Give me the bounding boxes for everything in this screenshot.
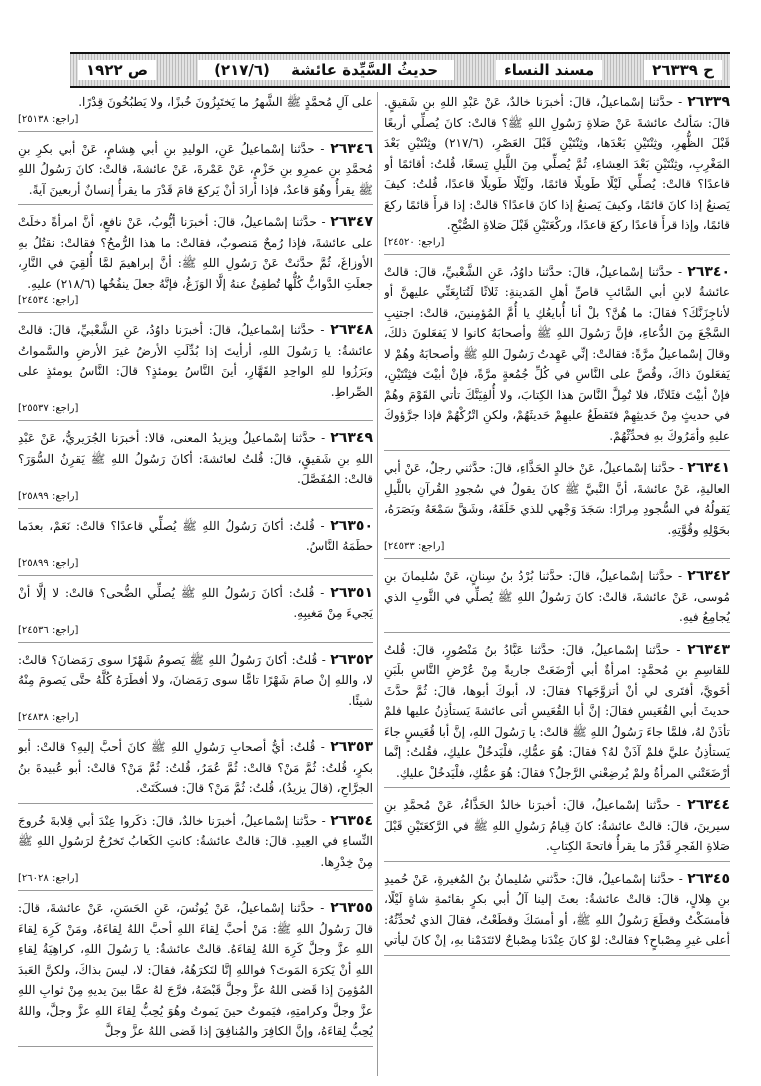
hadith-text: قُلتُ: أكانَ رَسُولُ اللهِ ﷺ يُصلِّي قاعدًا؟ قالتْ: نَعَمْ، بعدَما حطَمَهُ النَّاسُ. — [18, 518, 373, 553]
hadith-number: ٢٦٣٤٧ — [330, 214, 373, 230]
hadith-text: على آلِ مُحمَّدٍ ﷺ الشَّهرُ ما يَختَبِزُونَ خُبزًا، ولا يَطبُخُونَ قِدْرًا. — [78, 95, 373, 109]
left-text-column — [18, 92, 373, 1076]
hadith-text: حدَّثنا إسْماعيلُ، قالَ: حدَّثنا داوُدُ، عَنِ الشَّعْبيِّ، قالَ: قالتْ عائشةُ لابنِ أبي السَّائبِ قاصِّ أهلِ المَدينةِ: ثَلاثًا لَتُتابِعَنِّي عليهنَّ أو لأناجِزَنَّكَ؟ فقالَ: ما هُنَّ؟ بلْ أنا أُبايعُكِ يا أُمَّ المُؤمِنينَ، قالتْ: اجتنِبِ السَّجْعَ مِنَ الدُّعاءِ، فإنَّ رَسُولَ اللهِ ﷺ وأصحابَهُ كانوا لا يَفعَلونَ ذلكَ، وقالَ إسْماعيلُ مرَّةً: فقالتْ: إنِّي عَهِدتُ رَسُولَ اللهِ ﷺ وأصحابَهُ وهُمْ لا يَفعَلونَ ذاكَ، وقُصَّ على النَّاسِ في كُلِّ جُمُعةٍ مرَّةً، فإنْ أبيْتَ فثِنْتَيْنِ، فإنْ أبيْتَ فثَلاثًا، فلا تُمِلَّ النَّاسَ هذا الكِتابَ، ولا أُلفِيَنَّكَ تأتي القَوْمَ وهُمْ في حديثٍ مِنْ حَديثِهِمْ فتَقطَعُ عليهِمْ حَديثَهُمْ، ولكنِ اتْرُكْهُمْ فإذا جرَّؤوكَ عليهِ وأمَرُوكَ بهِ فحدِّثْهُمْ. — [384, 264, 730, 443]
hadith-number: ٢٦٣٥٢ — [330, 651, 373, 668]
hadith-number: ٢٦٣٤٢ — [687, 568, 730, 584]
section-title-text: حديثُ السَّيِّدة عائشة — [283, 60, 446, 80]
header-hadith-number: ح ٢٦٣٣٩ — [644, 60, 722, 80]
hadith-text: حدَّثنا إسْماعيلُ، قالَ: أخبرَنا خالدٌ، عَنْ عَبْدِ اللهِ بنِ شَقيقٍ. قالَ: سَألتُ عائشةَ عَنْ صَلاةِ رَسُولِ اللهِ ﷺ؟ قالتْ: كانَ يُصلِّي أربعًا قَبْلَ الظُّهرِ، وثِنْتَيْنِ بَعْدَها، وثِنْتَيْنِ قَبْلَ العَصْرِ، (٢١٧/٦) وثِنْتَيْنِ بَعْدَ المَغْرِبِ، وثِنْتَيْنِ بَعْدَ العِشاءِ، ثُمَّ يُصلِّي مِنَ اللَّيلِ تِسعًا، قُلتُ: أقائمًا أو قاعدًا؟ قالتْ: يُصلِّي لَيْلًا طَويلًا قائمًا، ولَيْلًا طَويلًا قاعدًا، قُلتُ: كيفَ يَصنعُ إذا كانَ قائمًا، وكيفَ يَصنعُ إذا كانَ قاعدًا؟ قالتْ: إذا قرأَ قائمًا ركعَ قائمًا، وإذا قرأَ قاعدًا ركعَ قاعدًا، وركْعَتَيْنِ قَبْلَ صَلاةِ الصُّبْحِ. — [384, 95, 730, 232]
hadith-number: ٢٦٣٥١ — [330, 584, 373, 601]
hadith-number: ٢٦٣٥٣ — [330, 739, 373, 755]
hadith-text: قُلتُ: أكانَ رَسُولُ اللهِ ﷺ يُصلِّي الضُّحى؟ قالتْ: لا إلَّا أنْ يَجيءَ مِنْ مَغيبِهِ. — [18, 585, 373, 620]
hadith-reference: [راجع: ٢٥٥٣٧] — [18, 403, 79, 414]
hadith-entry: ٢٦٣٥٤ - حدَّثنا إسْماعيلُ، أخبرَنا خالدٌ، قالَ: ذكَروا عِنْدَ أبي قِلابةَ خُروجَ النِّساءِ في العِيدِ. قالَ: قالتْ عائشةُ: كانتِ الكَعابُ تَخرُجُ لرَسُولِ اللهِ ﷺ مِنْ خِدْرِها. [راجع: ٢٦٠٢٨] — [18, 811, 373, 892]
hadith-number: ٢٦٣٤٥ — [687, 870, 730, 887]
hadith-text: حدَّثنا إسْماعيلُ، أخبرَنا خالدٌ، قالَ: ذكَروا عِنْدَ أبي قِلابةَ خُروجَ النِّساءِ في العِيدِ. قالَ: قالتْ عائشةُ: كانتِ الكَعابُ تَخرُجُ لرَسُولِ اللهِ ﷺ مِنْ خِدْرِها. — [18, 813, 373, 869]
hadith-reference: [راجع: ٢٥٨٩٩] — [18, 557, 79, 569]
hadith-entry: ٢٦٣٣٩ - حدَّثنا إسْماعيلُ، قالَ: أخبرَنا خالدٌ، عَنْ عَبْدِ اللهِ بنِ شَقيقٍ. قالَ: سَألتُ عائشةَ عَنْ صَلاةِ رَسُولِ اللهِ ﷺ؟ قالتْ: كانَ يُصلِّي أربعًا قَبْلَ الظُّهرِ، وثِنْتَيْنِ بَعْدَها، وثِنْتَيْنِ قَبْلَ العَصْرِ، (٢١٧/٦) وثِنْتَيْنِ بَعْدَ المَغْرِبِ، وثِنْتَيْنِ بَعْدَ العِشاءِ، ثُمَّ يُصلِّي مِنَ اللَّيلِ تِسعًا، قُلتُ: أقائمًا أو قاعدًا؟ قالتْ: يُصلِّي لَيْلًا طَويلًا قائمًا، ولَيْلًا طَويلًا قاعدًا، قُلتُ: كيفَ يَصنعُ إذا كانَ قائمًا، وكيفَ يَصنعُ إذا كانَ قاعدًا؟ قالتْ: إذا قرأَ قائمًا ركعَ قائمًا، وإذا قرأَ قاعدًا ركعَ قاعدًا، وركْعَتَيْنِ قَبْلَ صَلاةِ الصُّبْحِ. [راجع: ٢٤٥٢٠] — [384, 92, 730, 255]
hadith-number: ٢٦٣٤٨ — [330, 322, 373, 338]
hadith-number: ٢٦٣٣٩ — [687, 94, 730, 110]
hadith-entry: ٢٦٣٥٢ - قُلتُ: أكانَ رَسُولُ اللهِ ﷺ يَصومُ شَهْرًا سوى رَمَضانَ؟ قالتْ: لا، واللهِ إنْ صامَ شَهْرًا تامًّا سوى رَمَضانَ، ولا أفطَرَهُ كُلَّهُ حتَّى يَصومَ مِنْهُ شيئًا. [راجع: ٢٤٨٣٨] — [18, 650, 373, 731]
hadith-text: حدَّثنا إسْماعيلُ، قالَ: أخبرَنا خالدٌ الحَذَّاءُ، عَنْ مُحمَّدِ بنِ سيرينَ، قالَ: قالتْ عائشةُ: كانَ قِيامُ رَسُولِ اللهِ ﷺ في الرَّكعَتَيْنِ قَبْلَ صَلاةِ الفَجرِ قَدْرَ ما يقرأُ فاتحةَ الكِتابِ. — [384, 798, 730, 853]
hadith-reference: [راجع: ٢٦٠٢٨] — [18, 873, 79, 884]
volume-reference: (٢١٧/٦) — [206, 60, 278, 80]
hadith-entry: ٢٦٣٤٥ - حدَّثنا إسْماعيلُ، قالَ: حدَّثني سُليمانُ بنُ المُغيرةِ، عَنْ حُميدِ بنِ هِلالٍ، قالَ: قالتْ عائشةُ: بعثَ إلينا آلُ أبي بكرٍ بقائمةِ شاةٍ لَيْلًا، فأمسَكْتُ وقطَعَ رَسُولُ اللهِ ﷺ، أو أمسَكَ وقطَعْتُ، فقالَ الذي تُحدِّثُهُ: أعلى غيرِ مِصْباحٍ؟ فقالتْ: لوْ كانَ عِنْدَنا مِصْباحٌ لائتَدَمْنا بهِ، إنْ كانَ ليأتي — [384, 869, 730, 956]
hadith-number: ٢٦٣٥٠ — [330, 517, 373, 534]
running-header — [70, 52, 730, 88]
hadith-entry: ٢٦٣٤٢ - حدَّثنا إسْماعيلُ، قالَ: حدَّثنا بُرْدُ بنُ سِنانٍ، عَنْ سُليمانَ بنِ مُوسى، عَنْ عائشةَ، قالتْ: كانَ رَسُولُ اللهِ ﷺ يُصلِّي في الثَّوبِ الذي يُجامِعُ فيهِ. — [384, 566, 730, 633]
hadith-entry: ٢٦٣٤٩ - حدَّثنا إسْماعيلُ ويزيدُ المعنى، قالا: أخبرَنا الجُرَيريُّ، عَنْ عَبْدِ اللهِ بنِ شَقيقٍ، قالَ: قُلتُ لعائشةَ: أكانَ رَسُولُ اللهِ ﷺ يَقرِنُ السُّوَرَ؟ قالتْ: المُفَصَّلَ. [راجع: ٢٥٨٩٩] — [18, 428, 373, 509]
header-page-number: ص ١٩٢٢ — [78, 60, 156, 80]
hadith-reference: [راجع: ٢٤٥٣٣] — [384, 541, 445, 552]
hadith-reference: [راجع: ٢٥١٣٨] — [18, 113, 79, 125]
hadith-text: حدَّثنا إسْماعيلُ، قالَ: حدَّثني سُليمانُ بنُ المُغيرةِ، عَنْ حُميدِ بنِ هِلالٍ، قالَ: قالتْ عائشةُ: بعثَ إلينا آلُ أبي بكرٍ بقائمةِ شاةٍ لَيْلًا، فأمسَكْتُ وقطَعَ رَسُولُ اللهِ ﷺ، أو أمسَكَ وقطَعْتُ، فقالَ الذي تُحدِّثُهُ: أعلى غيرِ مِصْباحٍ؟ فقالتْ: لوْ كانَ عِنْدَنا مِصْباحٌ لائتَدَمْنا بهِ، إنْ كانَ ليأتي — [384, 871, 730, 947]
hadith-entry — [18, 92, 373, 132]
hadith-text: قُلتُ: أيُّ أصحابِ رَسُولِ اللهِ ﷺ كانَ أحبَّ إليهِ؟ قالتْ: أبو بكرٍ، قُلتُ: ثُمَّ مَنْ؟ قالتْ: ثُمَّ عُمَرُ، قُلتُ: ثُمَّ مَنْ؟ قالتْ: أبو عُبيدةَ بنُ الجرَّاحِ، (قالَ يزيدُ)، قُلتُ: ثُمَّ مَنْ؟ قالَ: فسكَتَتْ. — [18, 740, 373, 795]
hadith-entry: ٢٦٣٥٣ - قُلتُ: أيُّ أصحابِ رَسُولِ اللهِ ﷺ كانَ أحبَّ إليهِ؟ قالتْ: أبو بكرٍ، قُلتُ: ثُمَّ مَنْ؟ قالتْ: ثُمَّ عُمَرُ، قُلتُ: ثُمَّ مَنْ؟ قالتْ: أبو عُبيدةَ بنُ الجرَّاحِ، (قالَ يزيدُ)، قُلتُ: ثُمَّ مَنْ؟ قالَ: فسكَتَتْ. — [18, 737, 373, 804]
hadith-text: حدَّثنا إسْماعيلُ، عَنْ خالدٍ الحَذَّاءِ، قالَ: حدَّثني رجلٌ، عَنْ أبي العاليةِ، عَنْ عائشةَ، أنَّ النَّبيَّ ﷺ كانَ يقولُ في سُجودِ القُرآنِ باللَّيلِ يَقولُهُ في السُّجودِ مِرارًا: سَجَدَ وَجْهي للذي خَلَقَهُ، وشَقَّ سَمْعَهُ وبَصَرَهُ، بحَوْلِهِ وقُوَّتِهِ. — [384, 461, 730, 537]
hadith-text: حدَّثنا إسْماعيلُ، قالَ: أخبرَنا أيُّوبُ، عَنْ نافعٍ، أنَّ امرأةً دخلَتْ على عائشةَ، فإذا رُمحٌ مَنصوبٌ، فقالتْ: ما هذا الرُّمحُ؟ فقالتْ: نقتُلُ بهِ الأوزاغَ، ثُمَّ حدَّثتْ عَنْ رَسُولِ اللهِ ﷺ: أنَّ إبراهيمَ لمَّا أُلقِيَ في النَّارِ، جعلَتِ الدَّوابُّ كُلُّها تُطفِئُ عنهُ إلَّا الوَزَغُ، فإنَّهُ جعلَ ينفُخُها (٢١٨/٦) عليهِ. — [18, 215, 373, 291]
hadith-entry: ٢٦٣٤١ - حدَّثنا إسْماعيلُ، عَنْ خالدٍ الحَذَّاءِ، قالَ: حدَّثني رجلٌ، عَنْ أبي العاليةِ، عَنْ عائشةَ، أنَّ النَّبيَّ ﷺ كانَ يقولُ في سُجودِ القُرآنِ باللَّيلِ يَقولُهُ في السُّجودِ مِرارًا: سَجَدَ وَجْهي للذي خَلَقَهُ، وشَقَّ سَمْعَهُ وبَصَرَهُ، بحَوْلِهِ وقُوَّتِهِ. [راجع: ٢٤٥٣٣] — [384, 458, 730, 559]
hadith-reference: [راجع: ٢٥٨٩٩] — [18, 490, 79, 502]
hadith-number: ٢٦٣٤٦ — [330, 140, 373, 157]
hadith-text: قُلتُ: أكانَ رَسُولُ اللهِ ﷺ يَصومُ شَهْرًا سوى رَمَضانَ؟ قالتْ: لا، واللهِ إنْ صامَ شَهْرًا تامًّا سوى رَمَضانَ، ولا أفطَرَهُ كُلَّهُ حتَّى يَصومَ مِنْهُ شيئًا. — [18, 652, 373, 708]
hadith-number: ٢٦٣٥٥ — [330, 900, 373, 916]
hadith-text: حدَّثنا إسْماعيلُ، عَنْ يُونُسَ، عَنِ الحَسَنِ، عَنْ عائشةَ، قالَ: قالَ رَسُولُ اللهِ ﷺ: مَنْ أحبَّ لِقاءَ اللهِ أحبَّ اللهُ لِقاءَهُ، ومَنْ كَرِهَ لِقاءَ اللهِ عزَّ وجلَّ كَرِهَ اللهُ لِقاءَهُ. قالتْ عائشةُ: يا رَسُولَ اللهِ، كراهِيَةُ لِقاءِ اللهِ أنْ يَكرَهَ المَوتَ؟ فواللهِ إنَّا لنَكرَهُهُ، فقالَ: لا، ليسَ بذاكَ، ولكنَّ العَبدَ المُؤمِنَ إذا قَضى اللهُ عزَّ وجلَّ قَبْضَهُ، فرَّجَ لهُ عمَّا بينَ يديهِ مِنْ ثوابِ اللهِ عزَّ وجلَّ وكرامتِهِ، فيَموتُ حينَ يَموتُ وهُوَ يُحِبُّ لِقاءَ اللهِ عزَّ وجلَّ، واللهُ يُحِبُّ لِقاءَهُ، وإنَّ الكافِرَ والمُنافِقَ إذا قَضى اللهُ عزَّ وجلَّ — [18, 901, 373, 1038]
hadith-number: ٢٦٣٤٣ — [687, 641, 730, 658]
hadith-reference: [راجع: ٢٤٨٣٨] — [18, 712, 79, 723]
hadith-text: حدَّثنا إسْماعيلُ، قالَ: أخبرَنا داوُدُ، عَنِ الشَّعْبيِّ، قالَ: قالتْ عائشةُ: يا رَسُولَ اللهِ، أرأيتَ إذا بُدِّلَتِ الأرضُ غيرَ الأرضِ والسَّمواتُ وبَرَزُوا للهِ الواحِدِ القَهَّارِ، أينَ النَّاسُ يومئذٍ؟ قالَ: النَّاسُ يومئذٍ على الصِّراطِ. — [18, 323, 373, 399]
hadith-entry: ٢٦٣٤٦ - حدَّثنا إسْماعيلُ عَنِ، الوليدِ بنِ أبي هِشامٍ، عَنْ أبي بكرِ بنِ مُحمَّدِ بنِ عمرِو بنِ حَزْمٍ، عَنْ عَمْرةَ، عَنْ عائشةَ، قالتْ: كانَ رَسُولُ اللهِ ﷺ يقرأُ وهُوَ قاعدٌ، فإذا أرادَ أنْ يَركعَ قامَ قَدْرَ ما يقرأُ إنسانٌ أربعينَ آيةً. — [18, 139, 373, 206]
column-divider — [377, 92, 378, 1076]
hadith-number: ٢٦٣٥٤ — [330, 812, 373, 829]
hadith-entry: ٢٦٣٤٤ - حدَّثنا إسْماعيلُ، قالَ: أخبرَنا خالدٌ الحَذَّاءُ، عَنْ مُحمَّدِ بنِ سيرينَ، قالَ: قالتْ عائشةُ: كانَ قِيامُ رَسُولِ اللهِ ﷺ في الرَّكعَتَيْنِ قَبْلَ صَلاةِ الفَجرِ قَدْرَ ما يقرأُ فاتحةَ الكِتابِ. — [384, 795, 730, 862]
hadith-entry: ٢٦٣٤٧ - حدَّثنا إسْماعيلُ، قالَ: أخبرَنا أيُّوبُ، عَنْ نافعٍ، أنَّ امرأةً دخلَتْ على عائشةَ، فإذا رُمحٌ مَنصوبٌ، فقالتْ: ما هذا الرُّمحُ؟ فقالتْ: نقتُلُ بهِ الأوزاغَ، ثُمَّ حدَّثتْ عَنْ رَسُولِ اللهِ ﷺ: أنَّ إبراهيمَ لمَّا أُلقِيَ في النَّارِ، جعلَتِ الدَّوابُّ كُلُّها تُطفِئُ عنهُ إلَّا الوَزَغُ، فإنَّهُ جعلَ ينفُخُها (٢١٨/٦) عليهِ. [راجع: ٢٤٥٣٤] — [18, 212, 373, 313]
hadith-entry: ٢٦٣٥٥ - حدَّثنا إسْماعيلُ، عَنْ يُونُسَ، عَنِ الحَسَنِ، عَنْ عائشةَ، قالَ: قالَ رَسُولُ اللهِ ﷺ: مَنْ أحبَّ لِقاءَ اللهِ أحبَّ اللهُ لِقاءَهُ، ومَنْ كَرِهَ لِقاءَ اللهِ عزَّ وجلَّ كَرِهَ اللهُ لِقاءَهُ. قالتْ عائشةُ: يا رَسُولَ اللهِ، كراهِيَةُ لِقاءِ اللهِ أنْ يَكرَهَ المَوتَ؟ فواللهِ إنَّا لنَكرَهُهُ، فقالَ: لا، ليسَ بذاكَ، ولكنَّ العَبدَ المُؤمِنَ إذا قَضى اللهُ عزَّ وجلَّ قَبْضَهُ، فرَّجَ لهُ عمَّا بينَ يديهِ مِنْ ثوابِ اللهِ عزَّ وجلَّ وكرامتِهِ، فيَموتُ حينَ يَموتُ وهُوَ يُحِبُّ لِقاءَ اللهِ عزَّ وجلَّ، واللهُ يُحِبُّ لِقاءَهُ، وإنَّ الكافِرَ والمُنافِقَ إذا قَضى اللهُ عزَّ وجلَّ — [18, 898, 373, 1047]
hadith-reference: [راجع: ٢٤٥٣٤] — [18, 295, 79, 306]
hadith-number: ٢٦٣٤٩ — [330, 430, 373, 446]
header-book-title: مسند النساء — [496, 60, 602, 80]
hadith-text: حدَّثنا إسْماعيلُ عَنِ، الوليدِ بنِ أبي هِشامٍ، عَنْ أبي بكرِ بنِ مُحمَّدِ بنِ عمرِو بنِ حَزْمٍ، عَنْ عَمْرةَ، عَنْ عائشةَ، قالتْ: كانَ رَسُولُ اللهِ ﷺ يقرأُ وهُوَ قاعدٌ، فإذا أرادَ أنْ يَركعَ قامَ قَدْرَ ما يقرأُ إنسانٌ أربعينَ آيةً. — [18, 141, 373, 197]
header-section-title — [198, 60, 454, 80]
hadith-entry: ٢٦٣٤٣ - حدَّثنا إسْماعيلُ، قالَ: حدَّثنا عَبَّادُ بنُ مَنْصُورٍ، قالَ: قُلتُ للقاسِمِ بنِ مُحمَّدٍ: امرأةٌ أبي أرْضَعَتْ جاريةً مِنْ عُرْضِ النَّاسِ بلَبَنِ أخَويَّ، أفتَرى لي أنْ أتزوَّجَها؟ فقالَ: لا، أبوكَ أبوها، قالَ: ثُمَّ حدَّثَ حديثَ أبي القُعَيسِ فقالَ: إنَّ أبا القُعَيسِ أتى عائشةَ يَستأذِنُ عليها فلمْ تأذَنْ لهُ، فلمَّا جاءَ رَسُولُ اللهِ ﷺ قالتْ: يا رَسُولَ اللهِ، إنَّ أبا قُعَيسٍ جاءَ يَستأذِنُ عليَّ فلمْ آذَنْ لهُ؟ فقالَ: هُوَ عمُّكِ، فلْيَدخُلْ عليكِ، فقُلتُ: إنَّما أرْضَعَتْني المرأةُ ولمْ يُرضِعْني الرَّجلُ؟ فقالَ: هُوَ عمُّكِ، فلْيَدخُلْ عليكِ. — [384, 640, 730, 789]
hadith-number: ٢٦٣٤٠ — [687, 263, 730, 280]
hadith-number: ٢٦٣٤٤ — [687, 797, 730, 813]
hadith-text: حدَّثنا إسْماعيلُ ويزيدُ المعنى، قالا: أخبرَنا الجُرَيريُّ، عَنْ عَبْدِ اللهِ بنِ شَقيقٍ، قالَ: قُلتُ لعائشةَ: أكانَ رَسُولُ اللهِ ﷺ يَقرِنُ السُّوَرَ؟ قالتْ: المُفَصَّلَ. — [18, 431, 373, 486]
hadith-entry: ٢٦٣٥٠ - قُلتُ: أكانَ رَسُولُ اللهِ ﷺ يُصلِّي قاعدًا؟ قالتْ: نَعَمْ، بعدَما حطَمَهُ النَّاسُ. [راجع: ٢٥٨٩٩] — [18, 516, 373, 576]
hadith-entry: ٢٦٣٤٨ - حدَّثنا إسْماعيلُ، قالَ: أخبرَنا داوُدُ، عَنِ الشَّعْبيِّ، قالَ: قالتْ عائشةُ: يا رَسُولَ اللهِ، أرأيتَ إذا بُدِّلَتِ الأرضُ غيرَ الأرضِ والسَّمواتُ وبَرَزُوا للهِ الواحِدِ القَهَّارِ، أينَ النَّاسُ يومئذٍ؟ قالَ: النَّاسُ يومئذٍ على الصِّراطِ. [راجع: ٢٥٥٣٧] — [18, 320, 373, 421]
hadith-entry: ٢٦٣٥١ - قُلتُ: أكانَ رَسُولُ اللهِ ﷺ يُصلِّي الضُّحى؟ قالتْ: لا إلَّا أنْ يَجيءَ مِنْ مَغيبِهِ. [راجع: ٢٤٥٣٦] — [18, 583, 373, 643]
hadith-number: ٢٦٣٤١ — [687, 460, 730, 476]
hadith-reference: [راجع: ٢٤٥٣٦] — [18, 624, 79, 636]
hadith-text: حدَّثنا إسْماعيلُ، قالَ: حدَّثنا عَبَّادُ بنُ مَنْصُورٍ، قالَ: قُلتُ للقاسِمِ بنِ مُحمَّدٍ: امرأةٌ أبي أرْضَعَتْ جاريةً مِنْ عُرْضِ النَّاسِ بلَبَنِ أخَويَّ، أفتَرى لي أنْ أتزوَّجَها؟ فقالَ: لا، أبوكَ أبوها، قالَ: ثُمَّ حدَّثَ حديثَ أبي القُعَيسِ فقالَ: إنَّ أبا القُعَيسِ أتى عائشةَ يَستأذِنُ عليها فلمْ تأذَنْ لهُ، فلمَّا جاءَ رَسُولُ اللهِ ﷺ قالتْ: يا رَسُولَ اللهِ، إنَّ أبا قُعَيسٍ جاءَ يَستأذِنُ عليَّ فلمْ آذَنْ لهُ؟ فقالَ: هُوَ عمُّكِ، فلْيَدخُلْ عليكِ، فقُلتُ: إنَّما أرْضَعَتْني المرأةُ ولمْ يُرضِعْني الرَّجلُ؟ فقالَ: هُوَ عمُّكِ، فلْيَدخُلْ عليكِ. — [384, 642, 730, 780]
right-text-column — [384, 92, 730, 1076]
hadith-text: حدَّثنا إسْماعيلُ، قالَ: حدَّثنا بُرْدُ بنُ سِنانٍ، عَنْ سُليمانَ بنِ مُوسى، عَنْ عائشةَ، قالتْ: كانَ رَسُولُ اللهِ ﷺ يُصلِّي في الثَّوبِ الذي يُجامِعُ فيهِ. — [384, 569, 730, 624]
hadith-entry: ٢٦٣٤٠ - حدَّثنا إسْماعيلُ، قالَ: حدَّثنا داوُدُ، عَنِ الشَّعْبيِّ، قالَ: قالتْ عائشةُ لابنِ أبي السَّائبِ قاصِّ أهلِ المَدينةِ: ثَلاثًا لَتُتابِعَنِّي عليهنَّ أو لأناجِزَنَّكَ؟ فقالَ: ما هُنَّ؟ بلْ أنا أُبايعُكِ يا أُمَّ المُؤمِنينَ، قالتْ: اجتنِبِ السَّجْعَ مِنَ الدُّعاءِ، فإنَّ رَسُولَ اللهِ ﷺ وأصحابَهُ كانوا لا يَفعَلونَ ذلكَ، وقالَ إسْماعيلُ مرَّةً: فقالتْ: إنِّي عَهِدتُ رَسُولَ اللهِ ﷺ وأصحابَهُ وهُمْ لا يَفعَلونَ ذاكَ، وقُصَّ على النَّاسِ في كُلِّ جُمُعةٍ مرَّةً، فإنْ أبيْتَ فثِنْتَيْنِ، فإنْ أبيْتَ فثَلاثًا، فلا تُمِلَّ النَّاسَ هذا الكِتابَ، ولا أُلفِيَنَّكَ تأتي القَوْمَ وهُمْ في حديثٍ مِنْ حَديثِهِمْ فتَقطَعُ عليهِمْ حَديثَهُمْ، ولكنِ اتْرُكْهُمْ فإذا جرَّؤوكَ عليهِ وأمَرُوكَ بهِ فحدِّثْهُمْ. — [384, 262, 730, 452]
hadith-reference: [راجع: ٢٤٥٢٠] — [384, 236, 445, 248]
